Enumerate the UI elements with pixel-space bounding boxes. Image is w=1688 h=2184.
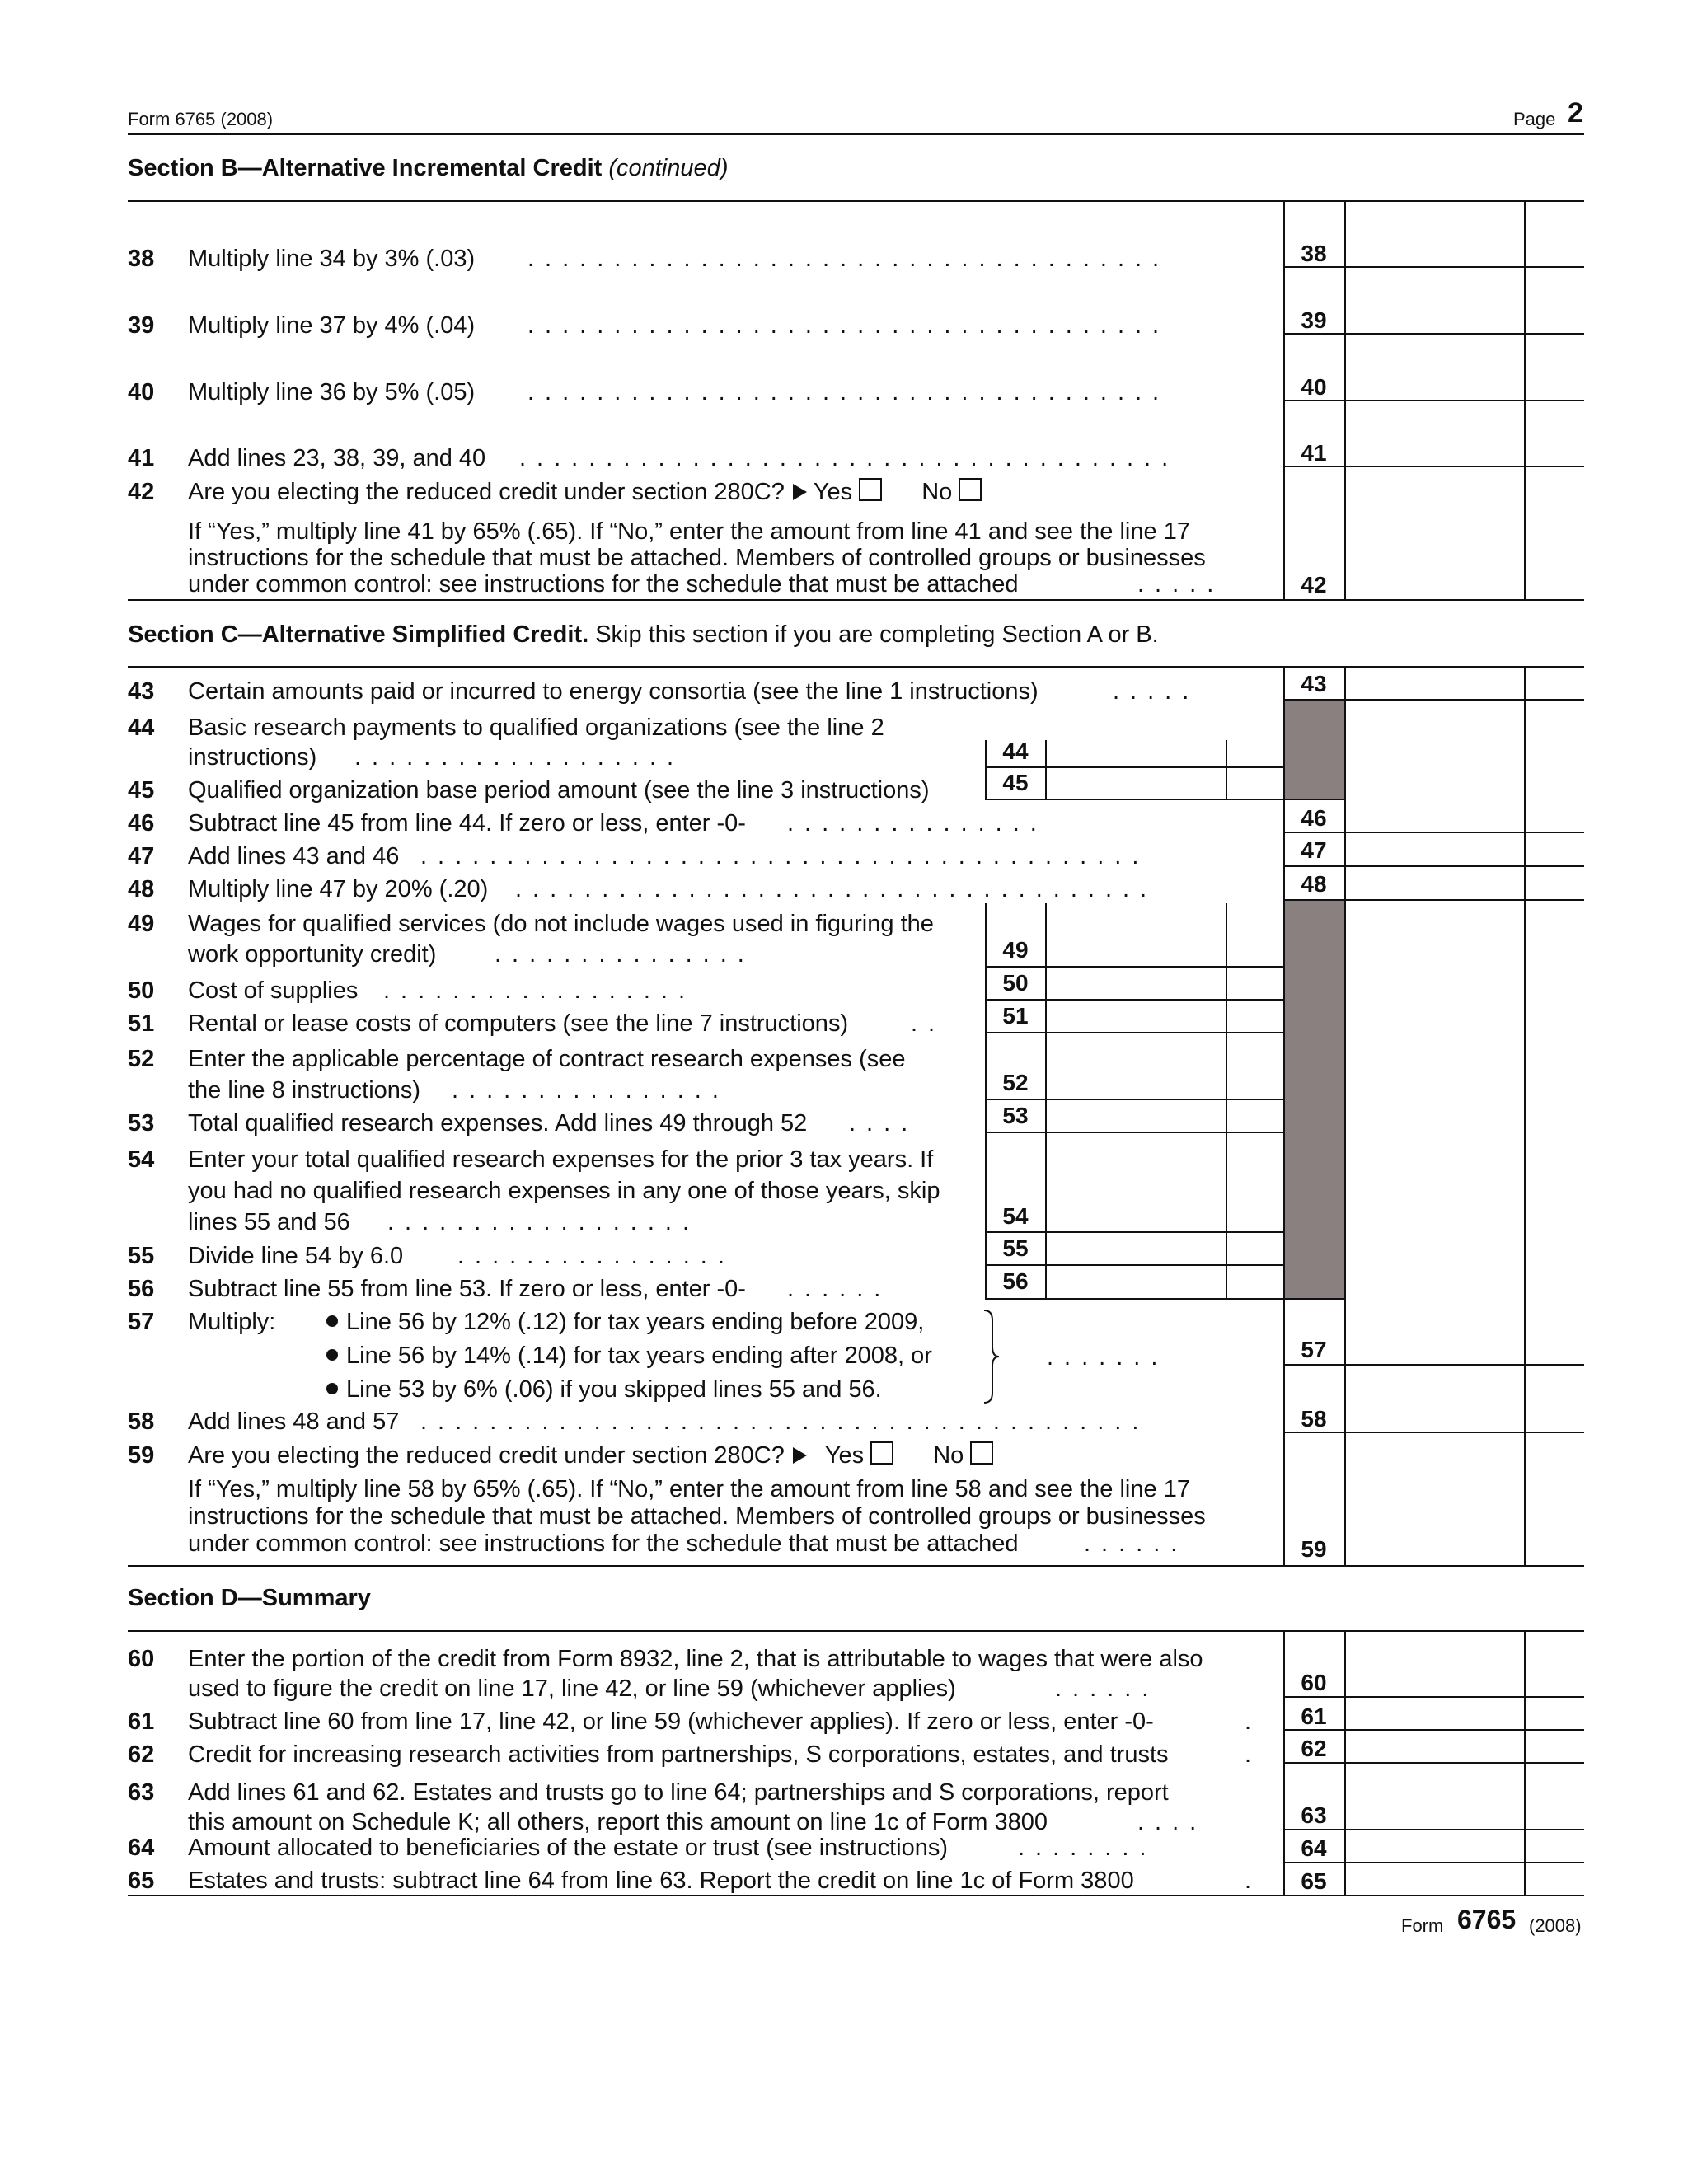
line-num-47: 47 — [128, 843, 155, 869]
line-num-39: 39 — [128, 312, 155, 339]
line-num-62: 62 — [128, 1741, 155, 1768]
leader-dots: .......................................... — [420, 843, 1150, 869]
page-number: 2 — [1568, 97, 1583, 129]
amount-field-60[interactable] — [1346, 1632, 1524, 1696]
line-54-text-b: you had no qualified research expenses in any one of those years, skip — [188, 1178, 940, 1204]
amount-field-41[interactable] — [1346, 401, 1524, 466]
line-60-text-a: Enter the portion of the credit from Form 8932, line 2, that is attributable to wages that were also — [188, 1646, 1203, 1672]
line-box-46: 46 — [1301, 805, 1327, 831]
row-rule — [985, 1298, 1283, 1300]
leader-dots: .................. — [383, 977, 696, 1004]
leader-dots: ..................................... — [515, 876, 1158, 902]
yes-checkbox-59[interactable] — [870, 1441, 893, 1465]
amount-field-45[interactable] — [1047, 768, 1226, 799]
amount-field-53[interactable] — [1047, 1100, 1226, 1132]
no-label: No — [933, 1442, 964, 1469]
line-num-43: 43 — [128, 678, 155, 705]
line-46-text: Subtract line 45 from line 44. If zero or less, enter -0- — [188, 810, 746, 837]
line-box-60: 60 — [1301, 1670, 1327, 1695]
line-38-text: Multiply line 34 by 3% (.03) — [188, 246, 476, 272]
row-rule — [985, 799, 1283, 800]
section-rule — [128, 1895, 1584, 1896]
line-box-52: 52 — [1002, 1070, 1029, 1095]
line-box-39: 39 — [1301, 307, 1327, 333]
footer-year: (2008) — [1529, 1915, 1582, 1936]
section-c-title-rest: Skip this section if you are completing Section A or B. — [595, 621, 1159, 648]
amount-field-63[interactable] — [1346, 1764, 1524, 1829]
leader-dots: ...................................... — [519, 445, 1179, 471]
line-39-text: Multiply line 37 by 4% (.04) — [188, 312, 476, 339]
row-rule — [1283, 799, 1344, 800]
header-rule — [128, 133, 1584, 135]
leader-dots: ................... — [354, 744, 685, 771]
leader-dots: . — [1245, 1741, 1263, 1768]
leader-dots: ..................................... — [528, 246, 1170, 272]
yes-label: Yes — [813, 479, 853, 505]
amount-field-43[interactable] — [1346, 668, 1524, 699]
col-divider — [1524, 1630, 1526, 1896]
amount-field-65[interactable] — [1346, 1863, 1524, 1895]
line-40-text: Multiply line 36 by 5% (.05) — [188, 379, 476, 405]
amount-field-59[interactable] — [1346, 1433, 1524, 1565]
no-checkbox-59[interactable] — [970, 1441, 993, 1465]
line-56-text: Subtract line 55 from line 53. If zero or less, enter -0- — [188, 1276, 746, 1302]
line-44-text-b: instructions) — [188, 744, 317, 771]
leader-dots: ..................................... — [528, 379, 1170, 405]
line-box-48: 48 — [1301, 871, 1327, 897]
line-63-text-b: this amount on Schedule K; all others, report this amount on line 1c of Form 3800 — [188, 1809, 1048, 1835]
amount-field-38[interactable] — [1346, 202, 1524, 266]
line-num-65: 65 — [128, 1868, 155, 1894]
section-c-title — [128, 621, 1159, 649]
line-box-65: 65 — [1301, 1868, 1327, 1894]
line-num-45: 45 — [128, 777, 155, 804]
line-box-43: 43 — [1301, 671, 1327, 696]
amount-field-51[interactable] — [1047, 1001, 1226, 1032]
line-59-question — [188, 1441, 993, 1469]
amount-field-44[interactable] — [1047, 740, 1226, 766]
leader-dots: ...... — [1055, 1675, 1160, 1702]
line-57-bullet-3 — [326, 1376, 882, 1404]
leader-dots: ...... — [1084, 1530, 1189, 1557]
leader-dots: . — [1245, 1868, 1263, 1894]
line-num-49: 49 — [128, 911, 155, 937]
leader-dots: ............... — [787, 810, 1048, 837]
line-num-55: 55 — [128, 1243, 155, 1269]
leader-dots: ........ — [1018, 1835, 1157, 1861]
no-label: No — [921, 479, 953, 505]
shaded-area — [1285, 900, 1344, 1299]
amount-field-50[interactable] — [1047, 968, 1226, 999]
section-c-title-bold: Section C—Alternative Simplified Credit. — [128, 621, 589, 648]
line-box-57: 57 — [1301, 1337, 1327, 1362]
line-num-54: 54 — [128, 1146, 155, 1173]
line-45-text: Qualified organization base period amount (see the line 3 instructions) — [188, 777, 930, 804]
line-box-40: 40 — [1301, 374, 1327, 400]
line-num-42: 42 — [128, 479, 155, 505]
line-60-text-b: used to figure the credit on line 17, line 42, or line 59 (whichever applies) — [188, 1675, 956, 1702]
line-box-55: 55 — [1002, 1235, 1029, 1261]
line-57-bullet-1-text: Line 56 by 12% (.12) for tax years ending before 2009, — [346, 1309, 925, 1335]
line-num-56: 56 — [128, 1276, 155, 1302]
amount-field-62[interactable] — [1346, 1731, 1524, 1762]
line-50-text: Cost of supplies — [188, 977, 359, 1004]
line-57-bullet-2-text: Line 56 by 14% (.14) for tax years ending after 2008, or — [346, 1343, 932, 1369]
amount-field-48[interactable] — [1346, 867, 1524, 899]
leader-dots: ..... — [1113, 678, 1200, 705]
line-box-56: 56 — [1002, 1268, 1029, 1294]
line-num-53: 53 — [128, 1110, 155, 1137]
line-box-38: 38 — [1301, 241, 1327, 266]
line-num-59: 59 — [128, 1442, 155, 1469]
line-box-58: 58 — [1301, 1406, 1327, 1432]
amount-field-46[interactable] — [1346, 799, 1524, 832]
line-48-text: Multiply line 47 by 20% (.20) — [188, 876, 489, 902]
line-num-61: 61 — [128, 1708, 155, 1735]
section-b-title-bold: Section B—Alternative Incremental Credit — [128, 155, 603, 181]
line-59-text-b: instructions for the schedule that must be attached. Members of controlled groups or businesses — [188, 1503, 1206, 1530]
line-59-text-c: under common control: see instructions for the schedule that must be attached — [188, 1530, 1019, 1557]
line-num-52: 52 — [128, 1046, 155, 1072]
line-57-bullet-3-text: Line 53 by 6% (.06) if you skipped lines 55 and 56. — [346, 1376, 882, 1403]
section-b-title — [128, 154, 728, 182]
line-num-57: 57 — [128, 1309, 155, 1335]
line-59-question-text: Are you electing the reduced credit under section 280C? — [188, 1442, 785, 1469]
amount-field-54[interactable] — [1047, 1133, 1226, 1231]
leader-dots: ..................................... — [528, 312, 1170, 339]
arrow-icon — [793, 484, 807, 500]
line-box-47: 47 — [1301, 837, 1327, 863]
line-58-text: Add lines 48 and 57 — [188, 1408, 400, 1435]
line-box-53: 53 — [1002, 1103, 1029, 1128]
line-49-text-a: Wages for qualified services (do not include wages used in figuring the — [188, 911, 934, 937]
arrow-icon — [793, 1447, 807, 1464]
amount-field-58[interactable] — [1346, 1366, 1524, 1432]
line-box-63: 63 — [1301, 1802, 1327, 1828]
line-52-text-b: the line 8 instructions) — [188, 1077, 421, 1104]
leader-dots: .......................................... — [420, 1408, 1150, 1435]
amount-field-40[interactable] — [1346, 335, 1524, 399]
brace-icon — [981, 1309, 1001, 1404]
amount-field-39[interactable] — [1346, 268, 1524, 332]
line-59-text-a: If “Yes,” multiply line 58 by 65% (.65). If “No,” enter the amount from line 58 and see the line 17 — [188, 1476, 1190, 1502]
line-box-42: 42 — [1301, 572, 1327, 598]
line-54-text-a: Enter your total qualified research expenses for the prior 3 tax years. If — [188, 1146, 934, 1173]
section-d-title: Section D—Summary — [128, 1585, 371, 1611]
line-53-text: Total qualified research expenses. Add lines 49 through 52 — [188, 1110, 808, 1137]
section-rule — [128, 599, 1584, 601]
line-44-text-a: Basic research payments to qualified organizations (see the line 2 — [188, 715, 884, 741]
line-box-44: 44 — [1002, 738, 1029, 764]
line-num-64: 64 — [128, 1835, 155, 1861]
leader-dots: ................ — [452, 1077, 729, 1104]
leader-dots: .. — [911, 1010, 946, 1037]
line-box-59: 59 — [1301, 1536, 1327, 1562]
line-num-51: 51 — [128, 1010, 155, 1037]
leader-dots: ...... — [787, 1276, 892, 1302]
line-51-text: Rental or lease costs of computers (see the line 7 instructions) — [188, 1010, 849, 1037]
line-num-58: 58 — [128, 1408, 155, 1435]
line-41-text: Add lines 23, 38, 39, and 40 — [188, 445, 486, 471]
line-49-text-b: work opportunity credit) — [188, 941, 437, 968]
line-box-51: 51 — [1002, 1003, 1029, 1029]
line-57-bullet-2 — [326, 1342, 932, 1370]
bullet-icon — [326, 1383, 338, 1394]
line-box-61: 61 — [1301, 1704, 1327, 1729]
line-42-text-b: instructions for the schedule that must be attached. Members of controlled groups or businesses — [188, 545, 1206, 571]
line-65-text: Estates and trusts: subtract line 64 from line 63. Report the credit on line 1c of Form 3800 — [188, 1868, 1134, 1894]
line-55-text: Divide line 54 by 6.0 — [188, 1243, 404, 1269]
line-box-49: 49 — [1002, 937, 1029, 963]
line-42-question-text: Are you electing the reduced credit under section 280C? — [188, 479, 785, 505]
form-label: Form 6765 (2008) — [128, 109, 274, 129]
line-box-41: 41 — [1301, 440, 1327, 466]
amount-field-49[interactable] — [1047, 905, 1226, 966]
amount-field-64[interactable] — [1346, 1830, 1524, 1862]
line-42-text-a: If “Yes,” multiply line 41 by 65% (.65). If “No,” enter the amount from line 41 and see the line 17 — [188, 518, 1190, 545]
line-num-63: 63 — [128, 1779, 155, 1806]
leader-dots: ................ — [457, 1243, 735, 1269]
no-checkbox-42[interactable] — [959, 478, 982, 501]
leader-dots: .................. — [387, 1209, 701, 1235]
line-57-label: Multiply: — [188, 1309, 276, 1335]
row-rule — [1283, 899, 1584, 901]
line-num-44: 44 — [128, 715, 155, 741]
bullet-icon — [326, 1349, 338, 1361]
line-52-text-a: Enter the applicable percentage of contract research expenses (see — [188, 1046, 906, 1072]
shaded-area — [1285, 700, 1344, 799]
inner-col-divider — [1226, 740, 1227, 799]
bullet-icon — [326, 1315, 338, 1327]
row-rule — [1283, 1298, 1344, 1300]
line-box-54: 54 — [1002, 1203, 1029, 1229]
line-num-41: 41 — [128, 445, 155, 471]
line-num-46: 46 — [128, 810, 155, 837]
line-43-text: Certain amounts paid or incurred to energy consortia (see the line 1 instructions) — [188, 678, 1039, 705]
line-num-60: 60 — [128, 1646, 155, 1672]
leader-dots: .... — [1137, 1809, 1207, 1835]
line-box-64: 64 — [1301, 1835, 1327, 1861]
footer-form-number: 6765 — [1457, 1905, 1517, 1934]
line-num-50: 50 — [128, 977, 155, 1004]
amount-field-42[interactable] — [1346, 467, 1524, 599]
row-rule — [1283, 699, 1584, 701]
leader-dots: . — [1245, 1708, 1263, 1735]
line-num-40: 40 — [128, 379, 155, 405]
line-62-text: Credit for increasing research activities from partnerships, S corporations, estates, and trusts — [188, 1741, 1169, 1768]
amount-field-55[interactable] — [1047, 1233, 1226, 1264]
line-47-text: Add lines 43 and 46 — [188, 843, 400, 869]
amount-field-52[interactable] — [1047, 1033, 1226, 1099]
line-42-text-c: under common control: see instructions for the schedule that must be attached — [188, 571, 1019, 598]
line-63-text-a: Add lines 61 and 62. Estates and trusts go to line 64; partnerships and S corporations, report — [188, 1779, 1169, 1806]
line-box-62: 62 — [1301, 1736, 1327, 1761]
footer-form-word: Form — [1401, 1915, 1444, 1936]
line-box-45: 45 — [1002, 770, 1029, 795]
line-num-48: 48 — [128, 876, 155, 902]
amount-field-56[interactable] — [1047, 1266, 1226, 1298]
line-64-text: Amount allocated to beneficiaries of the estate or trust (see instructions) — [188, 1835, 949, 1861]
line-num-38: 38 — [128, 246, 155, 272]
line-42-question — [188, 478, 982, 506]
yes-label: Yes — [824, 1442, 865, 1469]
amount-field-57[interactable] — [1346, 1300, 1524, 1364]
amount-field-47[interactable] — [1346, 833, 1524, 865]
leader-dots: ............... — [495, 941, 755, 968]
line-54-text-c: lines 55 and 56 — [188, 1209, 350, 1235]
leader-dots: .... — [849, 1110, 919, 1137]
line-57-bullet-1 — [326, 1308, 924, 1336]
line-61-text: Subtract line 60 from line 17, line 42, or line 59 (whichever applies). If zero or less, enter -0- — [188, 1708, 1154, 1735]
inner-col-divider — [1226, 903, 1227, 1298]
page-label: Page — [1513, 109, 1556, 129]
leader-dots: ....... — [1047, 1344, 1169, 1371]
line-box-50: 50 — [1002, 970, 1029, 996]
leader-dots: ..... — [1137, 571, 1225, 598]
amount-field-61[interactable] — [1346, 1698, 1524, 1729]
yes-checkbox-42[interactable] — [859, 478, 882, 501]
section-b-title-italic: (continued) — [608, 155, 729, 181]
section-rule — [128, 1565, 1584, 1567]
